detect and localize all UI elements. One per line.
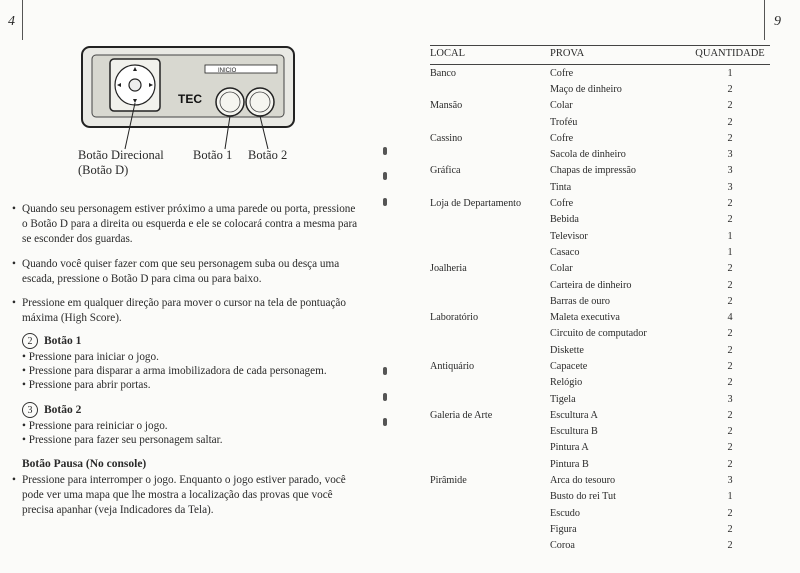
cell-quantidade: 2 [727, 507, 733, 519]
table-row [430, 98, 770, 114]
cell-quantidade: 3 [727, 393, 733, 405]
cell-quantidade: 2 [727, 83, 733, 95]
cell-quantidade: 2 [727, 540, 733, 552]
table-row [430, 440, 770, 456]
cell-quantidade: 3 [727, 165, 733, 177]
table-header-row [430, 46, 770, 65]
cell-quantidade: 2 [727, 214, 733, 226]
cell-quantidade: 2 [727, 458, 733, 470]
cell-quantidade: 4 [727, 312, 733, 324]
cell-local: Antiquário [430, 360, 475, 372]
cell-local [430, 146, 550, 162]
cell-quantidade: 1 [727, 246, 733, 258]
paragraph-1: • Quando seu personagem estiver próximo a uma parede ou porta, pressione o Botão D para a direita ou esquerda e ele se colocará contra a mesma para se esconder dos guardas. [12, 203, 358, 245]
table-row [430, 342, 770, 358]
cell-local: Mansão [430, 100, 463, 112]
table-row [430, 505, 770, 521]
table-row [430, 407, 770, 423]
cell-quantidade: 1 [727, 67, 733, 79]
cell-prova: Circuito de computador [550, 328, 647, 340]
table-row [430, 472, 770, 488]
cell-prova: Carteira de dinheiro [550, 279, 632, 291]
cell-local [430, 538, 550, 554]
cell-local [430, 114, 550, 130]
left-page [0, 0, 390, 573]
cell-prova: Troféu [550, 116, 578, 128]
circled-number: 3 [22, 402, 38, 418]
cell-local [430, 212, 550, 228]
binding-marks [383, 0, 393, 573]
cell-quantidade: 1 [727, 491, 733, 503]
cell-quantidade: 2 [727, 328, 733, 340]
cell-local [430, 244, 550, 260]
table-row [430, 538, 770, 554]
cell-quantidade: 2 [727, 100, 733, 112]
list-item: • Pressione para fazer seu personagem saltar. [22, 434, 223, 446]
cell-prova: Colar [550, 100, 573, 112]
pause-heading: Botão Pausa (No console) [22, 458, 147, 470]
button2-heading: 3 Botão 2 [22, 402, 81, 418]
table-row [430, 391, 770, 407]
controller-logo: TEC [178, 92, 202, 106]
table-row [430, 195, 770, 211]
cell-local: Loja de Departamento [430, 198, 522, 210]
page-number-left: 4 [8, 14, 15, 29]
cell-prova: Relógio [550, 377, 583, 389]
header-prova: PROVA [550, 46, 690, 65]
cell-prova: Casaco [550, 246, 580, 258]
table-row [430, 521, 770, 537]
table-row [430, 146, 770, 162]
table-row [430, 65, 770, 82]
page-number-right: 9 [774, 14, 781, 29]
cell-local: Banco [430, 67, 457, 79]
table-row [430, 244, 770, 260]
table-row [430, 130, 770, 146]
cell-local [430, 456, 550, 472]
label-directional-button: Botão Direcional [78, 148, 164, 162]
cell-local: Pirâmide [430, 475, 467, 487]
table-row [430, 163, 770, 179]
cell-prova: Televisor [550, 230, 588, 242]
cell-prova: Capacete [550, 360, 588, 372]
cell-local [430, 521, 550, 537]
table-row [430, 489, 770, 505]
cell-local [430, 293, 550, 309]
table-row [430, 228, 770, 244]
header-local: LOCAL [430, 46, 550, 65]
table-row [430, 277, 770, 293]
cell-local [430, 391, 550, 407]
controller-illustration [80, 45, 300, 155]
cell-prova: Coroa [550, 540, 575, 552]
cell-prova: Maço de dinheiro [550, 83, 622, 95]
cell-quantidade: 2 [727, 344, 733, 356]
cell-local [430, 342, 550, 358]
cell-quantidade: 2 [727, 360, 733, 372]
cell-quantidade: 2 [727, 523, 733, 535]
cell-quantidade: 2 [727, 377, 733, 389]
cell-quantidade: 3 [727, 475, 733, 487]
cell-prova: Busto do rei Tut [550, 491, 616, 503]
list-item: • Pressione para reiniciar o jogo. [22, 420, 168, 432]
cell-prova: Cofre [550, 132, 574, 144]
cell-quantidade: 2 [727, 295, 733, 307]
cell-prova: Maleta executiva [550, 312, 620, 324]
cell-local [430, 424, 550, 440]
table-row [430, 293, 770, 309]
cell-prova: Tigela [550, 393, 576, 405]
cell-local: Galeria de Arte [430, 409, 493, 421]
cell-prova: Figura [550, 523, 577, 535]
cell-local [430, 440, 550, 456]
cell-prova: Bebida [550, 214, 579, 226]
cell-prova: Diskette [550, 344, 584, 356]
list-item: • Pressione para disparar a arma imobilizadora de cada personagem. [22, 365, 327, 377]
cell-prova: Cofre [550, 67, 574, 79]
list-item: • Pressione para abrir portas. [22, 379, 151, 391]
label-button2: Botão 2 [248, 148, 288, 162]
cell-local [430, 179, 550, 195]
button1-heading: 2 Botão 1 [22, 333, 81, 349]
cell-prova: Chapas de impressão [550, 165, 637, 177]
cell-prova: Escultura B [550, 426, 598, 438]
cell-local [430, 81, 550, 97]
page-edge-line [22, 0, 23, 40]
table-row [430, 358, 770, 374]
cell-local: Laboratório [430, 312, 479, 324]
controller-screen-text: INICIO [218, 68, 237, 74]
table-row [430, 326, 770, 342]
table-row [430, 212, 770, 228]
cell-quantidade: 2 [727, 426, 733, 438]
cell-local [430, 277, 550, 293]
paragraph-3: • Pressione em qualquer direção para mover o cursor na tela de pontuação máxima (High Score). [12, 297, 346, 324]
right-page [400, 0, 800, 573]
table-row [430, 114, 770, 130]
header-quantidade: QUANTIDADE [690, 46, 770, 65]
cell-local: Joalheria [430, 263, 467, 275]
table-row [430, 375, 770, 391]
circled-number: 2 [22, 333, 38, 349]
cell-prova: Pintura A [550, 442, 589, 454]
cell-quantidade: 2 [727, 116, 733, 128]
cell-prova: Barras de ouro [550, 295, 610, 307]
cell-prova: Colar [550, 263, 573, 275]
cell-local [430, 228, 550, 244]
cell-local [430, 326, 550, 342]
cell-prova: Tinta [550, 181, 572, 193]
cell-quantidade: 1 [727, 230, 733, 242]
cell-local [430, 505, 550, 521]
cell-prova: Escultura A [550, 409, 598, 421]
label-directional-button-sub: (Botão D) [78, 163, 129, 177]
cell-prova: Cofre [550, 198, 574, 210]
cell-quantidade: 2 [727, 198, 733, 210]
cell-local [430, 489, 550, 505]
table-row [430, 424, 770, 440]
label-button1: Botão 1 [193, 148, 233, 162]
cell-prova: Arca do tesouro [550, 475, 616, 487]
cell-prova: Sacola de dinheiro [550, 149, 626, 161]
cell-quantidade: 2 [727, 409, 733, 421]
cell-quantidade: 2 [727, 442, 733, 454]
table-row [430, 309, 770, 325]
list-item: • Pressione para iniciar o jogo. [22, 351, 159, 363]
cell-prova: Escudo [550, 507, 580, 519]
cell-local [430, 375, 550, 391]
table-row [430, 261, 770, 277]
page-edge-line [764, 0, 765, 40]
evidence-table [430, 45, 770, 554]
cell-local: Gráfica [430, 165, 461, 177]
cell-local: Cassino [430, 132, 463, 144]
table-row [430, 456, 770, 472]
cell-quantidade: 2 [727, 263, 733, 275]
cell-quantidade: 3 [727, 181, 733, 193]
paragraph-2: • Quando você quiser fazer com que seu personagem suba ou desça uma escada, pressione o Botão D para cima ou para baixo. [12, 258, 340, 285]
cell-quantidade: 3 [727, 149, 733, 161]
cell-quantidade: 2 [727, 279, 733, 291]
table-row [430, 179, 770, 195]
pause-paragraph: • Pressione para interromper o jogo. Enquanto o jogo estiver parado, você pode ver uma mapa que lhe mostra a localização das provas que você precisa apanhar (veja Indicadores da Tela). [12, 474, 346, 516]
cell-quantidade: 2 [727, 132, 733, 144]
table-row [430, 81, 770, 97]
cell-prova: Pintura B [550, 458, 589, 470]
